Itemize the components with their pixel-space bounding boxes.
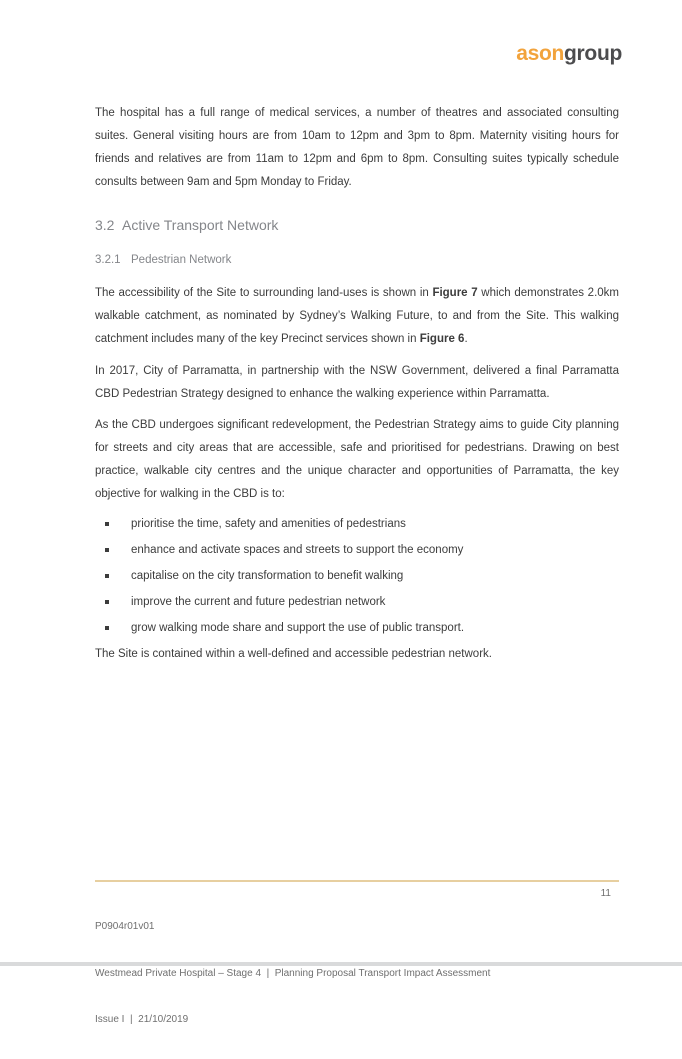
page-bottom-edge bbox=[0, 962, 682, 966]
walking-objectives-list bbox=[95, 513, 619, 640]
list-item-text: enhance and activate spaces and streets to support the economy bbox=[131, 544, 464, 556]
bullet-square-icon bbox=[95, 617, 131, 640]
footer-issue-date: Issue I | 21/10/2019 bbox=[95, 1014, 189, 1025]
list-item bbox=[95, 565, 619, 588]
accessibility-seg2: which demonstrates 2.0km walkable catchment, as nominated by Sydney’s Walking Future, to and from the Site. This walking catchment includes many of the key Precinct services shown in bbox=[95, 287, 619, 345]
figure-6-reference: Figure 6 bbox=[419, 333, 465, 345]
section-title: Active Transport Network bbox=[122, 217, 279, 233]
bullet-square-icon bbox=[95, 513, 131, 536]
list-item bbox=[95, 539, 619, 562]
bullet-square-icon bbox=[95, 591, 131, 614]
figure-7-reference: Figure 7 bbox=[432, 287, 478, 299]
parramatta-paragraph: In 2017, City of Parramatta, in partnership with the NSW Government, delivered a final Parramatta CBD Pedestrian Strategy designed to enhance the walking experience within Parramatta. bbox=[95, 365, 619, 400]
list-item-text: prioritise the time, safety and amenities of pedestrians bbox=[131, 518, 406, 530]
page-body bbox=[95, 102, 619, 666]
cbd-paragraph: As the CBD undergoes significant redevelopment, the Pedestrian Strategy aims to guide City planning for streets and city areas that are accessible, safe and prioritised for pedestrians. Drawing on best practice, walkable city centres and the unique character and opportunities of Parramatta, the key objective for walking in the CBD is to: bbox=[95, 419, 619, 500]
accessibility-seg3: . bbox=[464, 333, 468, 345]
accessibility-paragraph bbox=[95, 282, 619, 351]
closing-paragraph: The Site is contained within a well-defined and accessible pedestrian network. bbox=[95, 648, 492, 660]
subsection-title: Pedestrian Network bbox=[131, 254, 232, 266]
accessibility-seg1: The accessibility of the Site to surrounding land-uses is shown in bbox=[95, 287, 433, 299]
logo-text-ason: ason bbox=[516, 42, 565, 65]
footer-project-code: P0904r01v01 bbox=[95, 921, 155, 932]
logo-text-group: group bbox=[564, 42, 622, 65]
footer-divider bbox=[95, 880, 619, 882]
section-number: 3.2 bbox=[95, 217, 115, 233]
subsection-heading-3-2-1 bbox=[95, 253, 619, 268]
list-item bbox=[95, 513, 619, 536]
list-item bbox=[95, 617, 619, 640]
bullet-square-icon bbox=[95, 565, 131, 588]
section-heading-3-2 bbox=[95, 216, 619, 234]
footer-document-title: Westmead Private Hospital – Stage 4 | Planning Proposal Transport Impact Assessment bbox=[95, 967, 491, 979]
list-item-text: grow walking mode share and support the use of public transport. bbox=[131, 622, 465, 634]
intro-paragraph: The hospital has a full range of medical services, a number of theatres and associated consulting suites. General visiting hours are from 10am to 12pm and 3pm to 8pm. Maternity visiting hours for friends and relatives are from 11am to 12pm and 6pm to 8pm. Consulting suites typically schedule consults between 9am and 5pm Monday to Friday. bbox=[95, 107, 619, 188]
footer bbox=[95, 888, 490, 1059]
subsection-number: 3.2.1 bbox=[95, 254, 121, 266]
list-item-text: improve the current and future pedestrian network bbox=[131, 596, 386, 608]
list-item bbox=[95, 591, 619, 614]
list-item-text: capitalise on the city transformation to benefit walking bbox=[131, 570, 404, 582]
bullet-square-icon bbox=[95, 539, 131, 562]
asongroup-logo bbox=[516, 42, 622, 66]
page-number: 11 bbox=[600, 888, 611, 899]
